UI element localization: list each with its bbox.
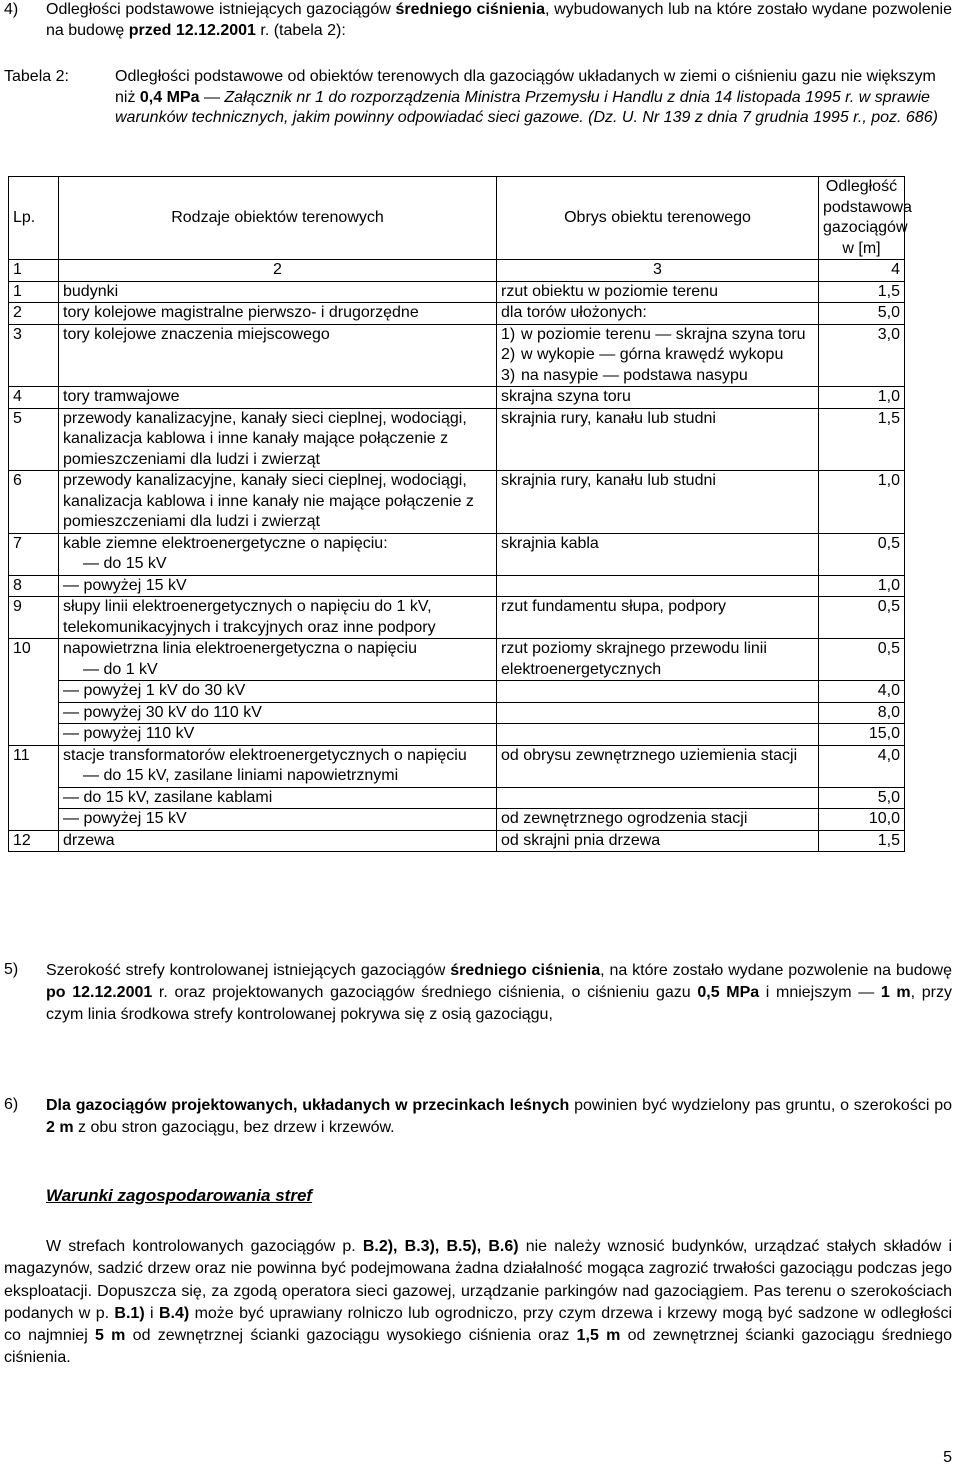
colnum-3: 3 xyxy=(497,260,819,282)
row-value: 0,5 xyxy=(819,597,905,639)
header-lp: Lp. xyxy=(9,177,59,260)
row-rodzaj: słupy linii elektroenergetycznych o napięciu do 1 kV, telekomunikacyjnych i trakcyjnych oraz inne podpory xyxy=(59,597,497,639)
row-rodzaj: tory tramwajowe xyxy=(59,387,497,409)
row-lp: 3 xyxy=(9,324,59,387)
table-header-row xyxy=(9,177,905,260)
distance-table xyxy=(8,176,912,852)
row-value: 1,5 xyxy=(819,830,905,852)
section-heading: Warunki zagospodarowania stref xyxy=(46,1186,313,1205)
row-value: 5,0 xyxy=(819,303,905,325)
item6-paragraph: Dla gazociągów projektowanych, układanych w przecinkach leśnych powinien być wydzielony pas gruntu, o szerokości po 2 m z obu stron gazociągu, bez drzew i krzewów. xyxy=(46,1097,953,1136)
column-number-row xyxy=(9,260,905,282)
page-number: 5 xyxy=(943,1449,952,1466)
row-lp: 1 xyxy=(9,281,59,303)
row-obrys xyxy=(497,702,819,724)
row-lp: 4 xyxy=(9,387,59,409)
row-lp: 7 xyxy=(9,533,59,575)
table-row xyxy=(9,387,905,409)
row-value: 0,5 xyxy=(819,639,905,681)
row-rodzaj: — do 15 kV, zasilane kablami xyxy=(59,787,497,809)
row-obrys: od zewnętrznego ogrodzenia stacji xyxy=(497,809,819,831)
table-row xyxy=(9,408,905,471)
header-obrys: Obrys obiektu terenowego xyxy=(497,177,819,260)
table-caption: Odległości podstawowe od obiektów terenowych dla gazociągów układanych w ziemi o ciśnieniu gazu nie większym niż 0,4 MPa — Załącznik nr 1 do rozporządzenia Ministra Przemysłu i Handlu z dnia 14 listopada 1995 r. w sprawie warunków technicznych, jakim powinny odpowiadać sieci gazowe. (Dz. U. Nr 139 z dnia 7 grudnia 1995 r., poz. 686) xyxy=(115,68,938,126)
row-value: 1,5 xyxy=(819,408,905,471)
table-row xyxy=(9,681,905,703)
row-value: 1,5 xyxy=(819,281,905,303)
table-row xyxy=(9,281,905,303)
row-obrys xyxy=(497,575,819,597)
row-obrys: rzut obiektu w poziomie terenu xyxy=(497,281,819,303)
row-rodzaj: drzewa xyxy=(59,830,497,852)
table-row xyxy=(9,745,905,787)
row-obrys xyxy=(497,724,819,746)
item-number: 5) xyxy=(4,961,19,978)
row-rodzaj: budynki xyxy=(59,281,497,303)
row-obrys xyxy=(497,681,819,703)
table-row xyxy=(9,597,905,639)
item-number: 6) xyxy=(4,1096,19,1113)
colnum-4: 4 xyxy=(819,260,905,282)
item5-paragraph: Szerokość strefy kontrolowanej istniejących gazociągów średniego ciśnienia, na które zostało wydane pozwolenie na budowę po 12.12.2001 r. oraz projektowanych gazociągów średniego ciśnienia, o ciśnieniu gazu 0,5 MPa i mniejszym — 1 m, przy czym linia środkowa strefy kontrolowanej pokrywa się z osią gazociągu, xyxy=(46,962,952,1023)
row-obrys: rzut poziomy skrajnego przewodu linii elektroenergetycznych xyxy=(497,639,819,681)
row-obrys: skrajnia rury, kanału lub studni xyxy=(497,408,819,471)
row-rodzaj: przewody kanalizacyjne, kanały sieci cieplnej, wodociągi, kanalizacja kablowa i inne kanały mające połączenie z pomieszczeniami dla ludzi i zwierząt xyxy=(59,408,497,471)
row-rodzaj: tory kolejowe magistralne pierwszo- i drugorzędne xyxy=(59,303,497,325)
row-value: 10,0 xyxy=(819,809,905,831)
row-value: 15,0 xyxy=(819,724,905,746)
row-lp: 2 xyxy=(9,303,59,325)
colnum-2: 2 xyxy=(59,260,497,282)
table-row xyxy=(9,724,905,746)
item4-paragraph: Odległości podstawowe istniejących gazociągów średniego ciśnienia, wybudowanych lub na które zostało wydane pozwolenie na budowę przed 12.12.2001 r. (tabela 2): xyxy=(46,1,953,39)
row-lp: 12 xyxy=(9,830,59,852)
row-value: 3,0 xyxy=(819,324,905,387)
row-value: 5,0 xyxy=(819,787,905,809)
row-lp: 5 xyxy=(9,408,59,471)
table-row xyxy=(9,809,905,831)
row-obrys: skrajnia kabla xyxy=(497,533,819,575)
row-lp: 6 xyxy=(9,471,59,534)
list-item: 2) w wykopie — górna krawędź wykopu xyxy=(501,346,784,363)
row-value: 4,0 xyxy=(819,745,905,787)
row-obrys xyxy=(497,324,819,387)
row-obrys: skrajnia rury, kanału lub studni xyxy=(497,471,819,534)
table-row xyxy=(9,324,905,387)
table-row xyxy=(9,787,905,809)
row-lp: 11 xyxy=(9,745,59,830)
final-paragraph: W strefach kontrolowanych gazociągów p. B.2), B.3), B.5), B.6) nie należy wznosić budynków, urządzać stałych składów i magazynów, sadzić drzew oraz nie powinna być podejmowana żadna działalność mogąca zagrozić trwałości gazociągu podczas jego eksploatacji. Dopuszcza się, za zgodą operatora sieci gazowej, urządzanie parkingów nad gazociągiem. Pas terenu o szerokościach podanych w p. B.1) i B.4) może być uprawiany rolniczo lub ogrodniczo, przy czym drzewa i krzewy mogą być sadzone w odległości co najmniej 5 m od zewnętrznej ścianki gazociągu wysokiego ciśnienia oraz 1,5 m od zewnętrznej ścianki gazociągu średniego ciśnienia. xyxy=(4,1238,952,1367)
row-lp: 9 xyxy=(9,597,59,639)
row-rodzaj: stacje transformatorów elektroenergetycznych o napięciu — do 15 kV, zasilane liniami napowietrznymi xyxy=(59,745,497,787)
row-rodzaj: przewody kanalizacyjne, kanały sieci cieplnej, wodociągi, kanalizacja kablowa i inne kanały nie mające połączenie z pomieszczeniami dla ludzi i zwierząt xyxy=(59,471,497,534)
table-row xyxy=(9,303,905,325)
table-row xyxy=(9,830,905,852)
row-value: 1,0 xyxy=(819,575,905,597)
row-value: 8,0 xyxy=(819,702,905,724)
row-value: 1,0 xyxy=(819,387,905,409)
row-rodzaj: kable ziemne elektroenergetyczne o napięciu: — do 15 kV xyxy=(59,533,497,575)
row-rodzaj: — powyżej 15 kV xyxy=(59,575,497,597)
table-row xyxy=(9,575,905,597)
list-item: 3) na nasypie — podstawa nasypu xyxy=(501,366,748,384)
row-obrys: skrajna szyna toru xyxy=(497,387,819,409)
row-rodzaj: — powyżej 110 kV xyxy=(59,724,497,746)
row-obrys: rzut fundamentu słupa, podpory xyxy=(497,597,819,639)
table-row xyxy=(9,702,905,724)
row-obrys: od obrysu zewnętrznego uziemienia stacji xyxy=(497,745,819,787)
table-row xyxy=(9,639,905,681)
row-obrys: od skrajni pnia drzewa xyxy=(497,830,819,852)
table-row xyxy=(9,533,905,575)
row-value: 0,5 xyxy=(819,533,905,575)
item-number: 4) xyxy=(4,1,19,18)
row-obrys xyxy=(497,787,819,809)
row-lp: 8 xyxy=(9,575,59,597)
header-rodzaje: Rodzaje obiektów terenowych xyxy=(59,177,497,260)
colnum-1: 1 xyxy=(9,260,59,282)
row-rodzaj: — powyżej 15 kV xyxy=(59,809,497,831)
row-value: 4,0 xyxy=(819,681,905,703)
row-obrys: dla torów ułożonych: xyxy=(497,303,819,325)
table-label: Tabela 2: xyxy=(4,68,69,85)
row-rodzaj: napowietrzna linia elektroenergetyczna o napięciu — do 1 kV xyxy=(59,639,497,681)
row-lp: 10 xyxy=(9,639,59,746)
row-rodzaj: — powyżej 1 kV do 30 kV xyxy=(59,681,497,703)
list-item: 1) w poziomie terenu — skrajna szyna toru xyxy=(501,325,806,343)
header-odleglosc: Odległość podstawowa gazociągów w [m] xyxy=(819,177,905,260)
row-rodzaj: — powyżej 30 kV do 110 kV xyxy=(59,702,497,724)
row-rodzaj: tory kolejowe znaczenia miejscowego xyxy=(59,324,497,387)
row-value: 1,0 xyxy=(819,471,905,534)
table-row xyxy=(9,471,905,534)
